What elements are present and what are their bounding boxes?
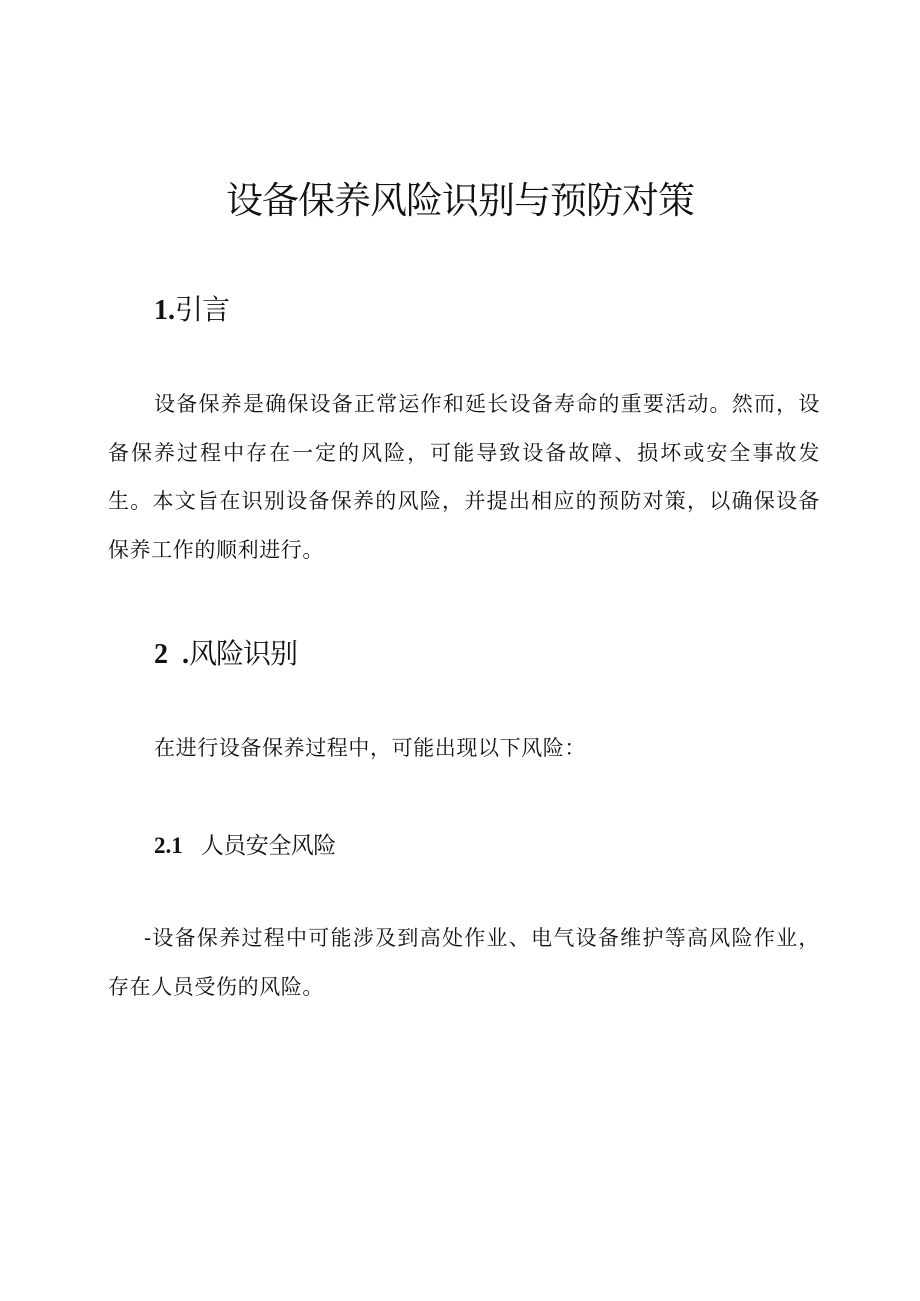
- section-title: 引言: [175, 293, 230, 326]
- document-title: 设备保养风险识别与预防对策: [226, 179, 694, 222]
- section-heading-risk-identification: [154, 636, 297, 673]
- risk-intro-paragraph: 在进行设备保养过程中，可能出现以下风险：: [154, 736, 586, 760]
- subsection-heading-personnel-safety: [154, 831, 336, 861]
- intro-paragraph: 设备保养是确保设备正常运作和延长设备寿命的重要活动。然而，设备保养过程中存在一定的风险，可能导致设备故障、损坏或安全事故发生。本文旨在识别设备保养的风险，并提出相应的预防对策，以确保设备保养工作的顺利进行。: [108, 392, 820, 562]
- personnel-safety-paragraph: -设备保养过程中可能涉及到高处作业、电气设备维护等高风险作业，存在人员受伤的风险。: [108, 926, 820, 999]
- section-heading-intro: [154, 292, 229, 329]
- subsection-title: 人员安全风险: [200, 833, 336, 859]
- section-title: 风险识别: [189, 637, 298, 670]
- section-number: 2 .: [154, 639, 189, 670]
- subsection-number: 2.1: [154, 833, 183, 858]
- section-number: 1.: [154, 295, 175, 326]
